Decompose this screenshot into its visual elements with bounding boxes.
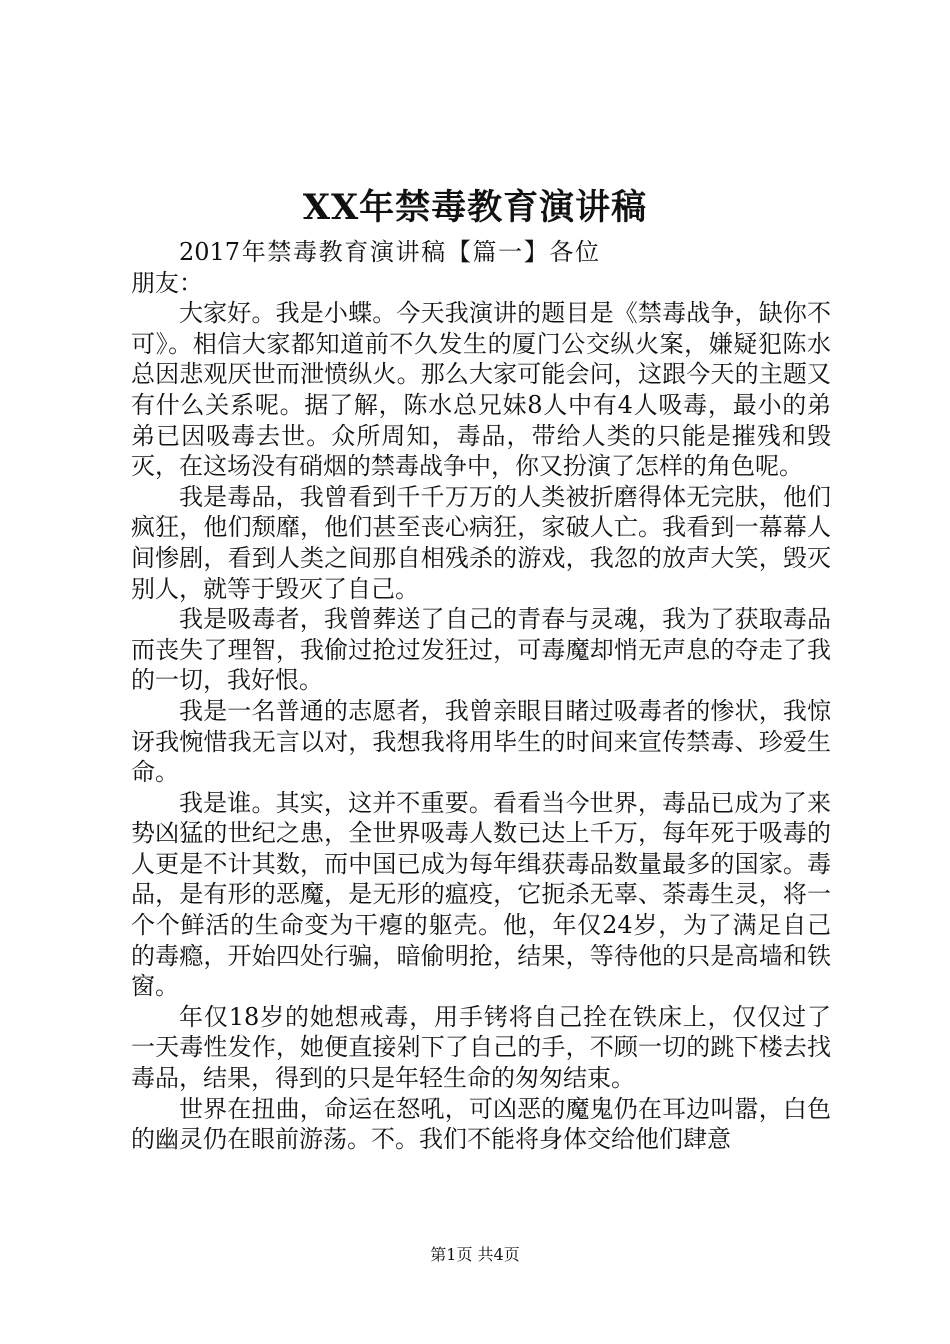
paragraph: 我是谁。其实，这并不重要。看看当今世界，毒品已成为了来势凶猛的世纪之患，全世界吸毒人数已达上千万，每年死于吸毒的人更是不计其数，而中国已成为每年缉获毒品数量最多的国家。毒品，是有形的恶魔，是无形的瘟疫，它扼杀无辜、荼毒生灵，将一个个鲜活的生命变为干瘪的躯壳。他，年仅24岁，为了满足自己的毒瘾，开始四处行骗，暗偷明抢，结果，等待他的只是高墙和铁窗。 <box>131 788 831 1001</box>
paragraph: 2017年禁毒教育演讲稿【篇一】各位朋友： <box>131 238 599 297</box>
document-title: XX年禁毒教育演讲稿 <box>302 187 648 228</box>
paragraph: 年仅18岁的她想戒毒，用手铐将自己拴在铁床上，仅仅过了一天毒性发作，她便直接剁下了自己的手，不顾一切的跳下楼去找毒品，结果，得到的只是年轻生命的匆匆结束。 <box>131 1002 831 1093</box>
page-footer: 第1页 共4页 <box>430 1245 520 1264</box>
document-body <box>131 237 831 1155</box>
paragraph: 大家好。我是小蝶。今天我演讲的题目是《禁毒战争，缺你不可》。相信大家都知道前不久发生的厦门公交纵火案，嫌疑犯陈水总因悲观厌世而泄愤纵火。那么大家可能会问，这跟今天的主题又有什么关系呢。据了解，陈水总兄妹8人中有4人吸毒，最小的弟弟已因吸毒去世。众所周知，毒品，带给人类的只能是摧残和毁灭，在这场没有硝烟的禁毒战争中，你又扮演了怎样的角色呢。 <box>131 299 831 481</box>
paragraph: 我是吸毒者，我曾葬送了自己的青春与灵魂，我为了获取毒品而丧失了理智，我偷过抢过发狂过，可毒魔却悄无声息的夺走了我的一切，我好恨。 <box>131 605 831 695</box>
paragraph: 世界在扭曲，命运在怒吼，可凶恶的魔鬼仍在耳边叫嚣，白色的幽灵仍在眼前游荡。不。我们不能将身体交给他们肆意 <box>131 1094 831 1154</box>
paragraph: 我是一名普通的志愿者，我曾亲眼目睹过吸毒者的惨状，我惊讶我惋惜我无言以对，我想我将用毕生的时间来宣传禁毒、珍爱生命。 <box>131 696 831 787</box>
paragraph: 我是毒品，我曾看到千千万万的人类被折磨得体无完肤，他们疯狂，他们颓靡，他们甚至丧心病狂，家破人亡。我看到一幕幕人间惨剧，看到人类之间那自相残杀的游戏，我忽的放声大笑，毁灭别人，就等于毁灭了自己。 <box>131 482 831 603</box>
